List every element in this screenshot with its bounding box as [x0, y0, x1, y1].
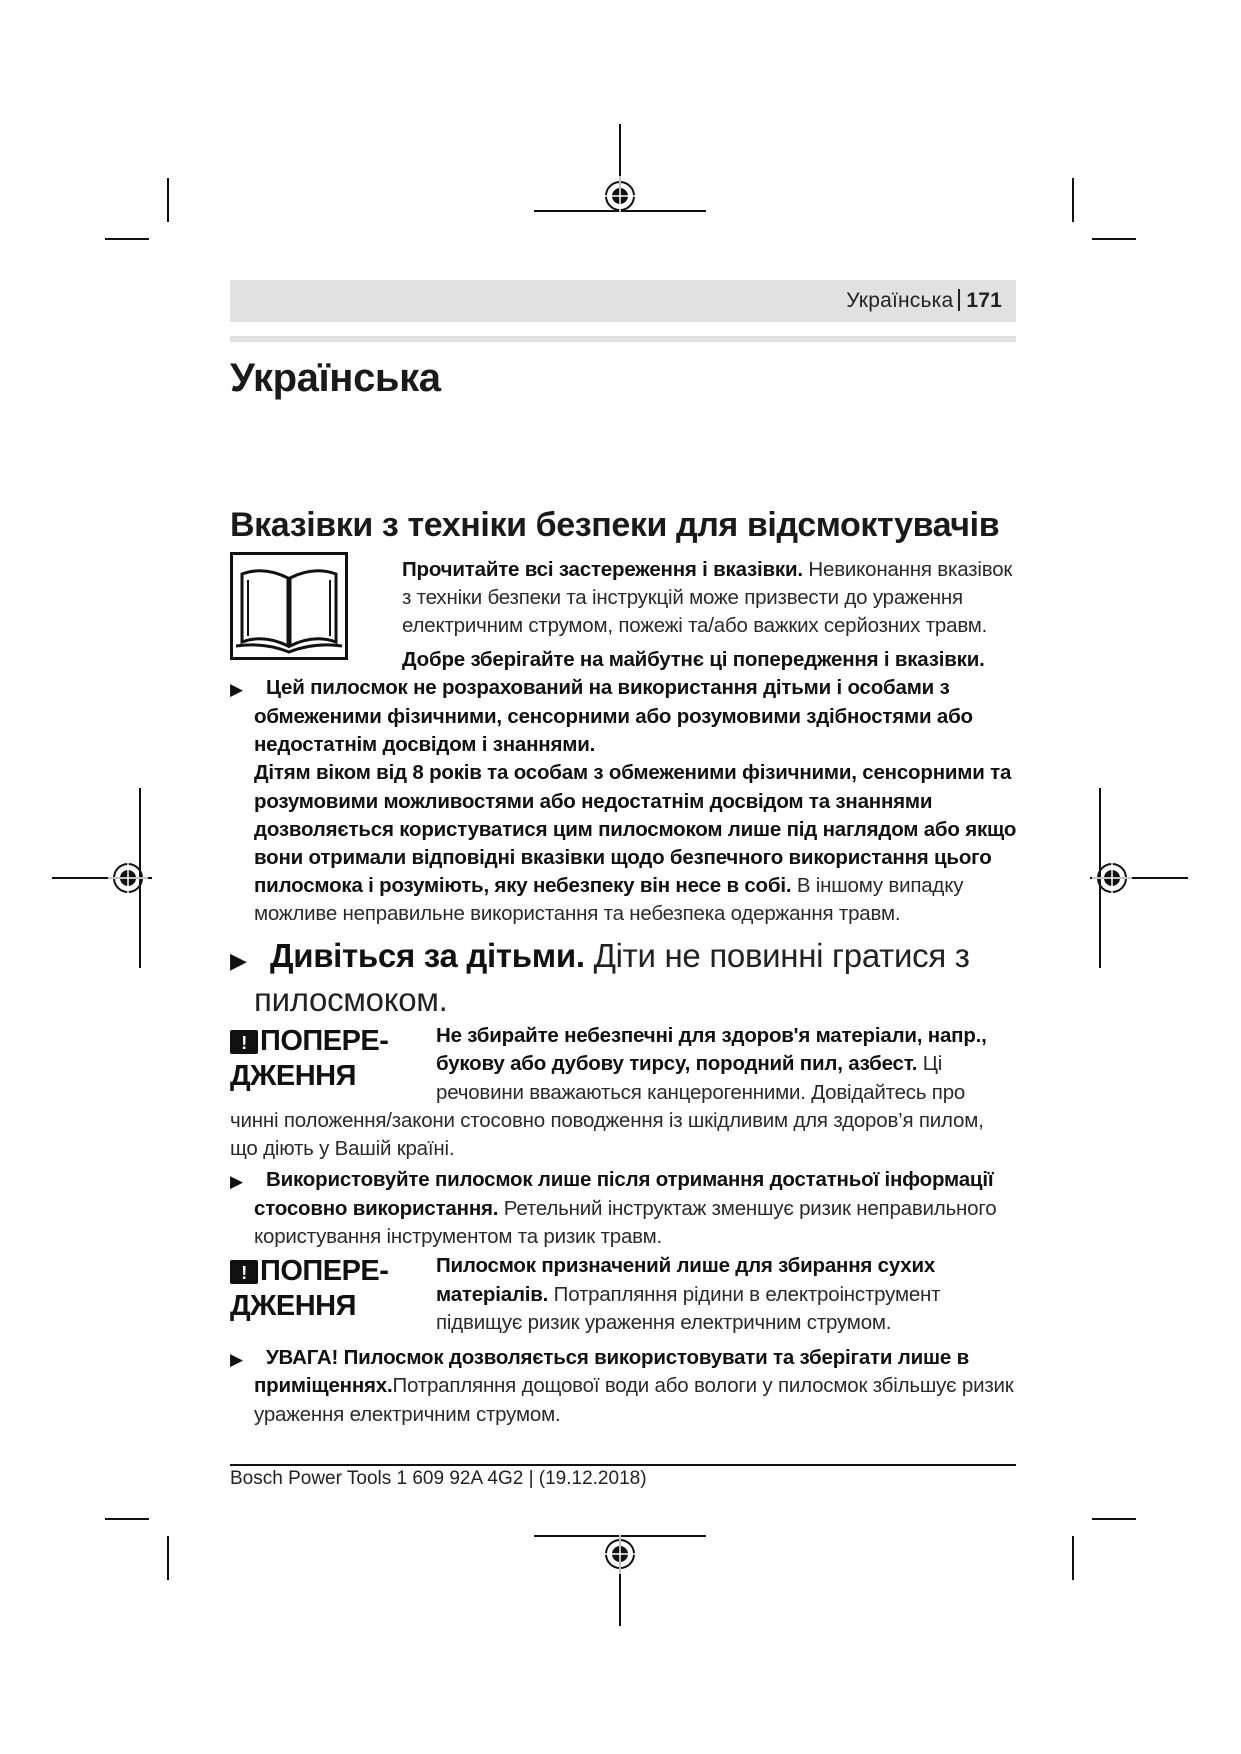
bullet3-line-2	[254, 1195, 996, 1223]
warning2-line-1	[436, 1252, 935, 1280]
page-title: Українська	[230, 356, 441, 400]
warning1-text-2: Ці	[922, 1052, 943, 1075]
bullet4-line-1	[266, 1344, 969, 1372]
bullet-arrow-icon: ▶	[230, 1350, 244, 1369]
header-language: Українська	[846, 289, 954, 312]
intro-text-1: Невиконання вказівок	[808, 558, 1013, 581]
registration-mark-top	[530, 124, 710, 234]
warning-icon: !	[230, 1030, 258, 1054]
intro-bold: Прочитайте всі застереження і вказівки.	[402, 558, 803, 581]
warning1-line-1	[436, 1022, 987, 1050]
intro-keep: Добре зберігайте на майбутнє ці попередження і вказівки.	[402, 648, 985, 671]
bullet1-line-3	[254, 731, 595, 759]
bullet1-text-1: Цей пилосмок не розрахований на використання дітьми і особами з	[266, 676, 950, 699]
warning1-line-4: чинні положення/закони стосовно поводження із шкідливим для здоров’я пилом,	[230, 1109, 984, 1132]
bullet1-text-8-bold: пилосмока і розуміють, яку небезпеку він несе в собі.	[254, 874, 792, 897]
bullet3-line-1	[266, 1166, 993, 1194]
warning-label-line-1	[230, 1024, 388, 1059]
bullet-arrow-icon: ▶	[230, 948, 247, 973]
bullet1-line-9: можливе неправильне використання та небезпека одержання травм.	[254, 902, 901, 925]
footer-text: Bosch Power Tools 1 609 92A 4G2 | (19.12.2018)	[230, 1468, 647, 1489]
page-number: 171	[966, 289, 1002, 312]
header-text	[846, 289, 1002, 313]
bullet1-text-6: дозволяється користуватися цим пилосмоком лише під наглядом або якщо	[254, 818, 1017, 841]
warning-label	[230, 1024, 388, 1094]
bullet2-line-1	[270, 934, 970, 978]
bullet1-line-7	[254, 844, 992, 872]
warning1-line-3: речовини вважаються канцерогенними. Довідайтесь про	[436, 1081, 966, 1104]
bullet2-bold: Дивіться за дітьми.	[270, 937, 585, 974]
warning2-text-1: Пилосмок призначений лише для збирання сухих	[436, 1254, 936, 1277]
page-header	[230, 280, 1016, 322]
warning-icon: !	[230, 1260, 258, 1284]
warning-label-line-1	[230, 1254, 388, 1289]
header-separator	[958, 289, 960, 311]
bullet1-text-3: недостатнім досвідом і знаннями.	[254, 733, 596, 756]
warning2-line-2	[436, 1281, 940, 1309]
warning-label-line-2: ДЖЕННЯ	[230, 1060, 356, 1092]
section-title: Вказівки з техніки безпеки для відсмоктувачів	[230, 506, 1000, 544]
footer-rule	[230, 1464, 1016, 1466]
bullet4-text-2: Потрапляння дощової води або вологи у пилосмок збільшує ризик	[392, 1374, 1014, 1397]
bullet2-text-1: Діти не повинні гратися з	[593, 937, 970, 974]
bullet1-line-4	[254, 759, 1011, 787]
bullet1-line-2	[254, 703, 973, 731]
intro-line-2: з техніки безпеки та інструкцій може призвести до ураження	[402, 586, 963, 609]
bullet1-line-1	[266, 674, 950, 702]
intro-line-1	[402, 556, 1012, 584]
bullet2-line-2: пилосмоком.	[254, 981, 448, 1018]
warning1-text-1: Не збирайте небезпечні для здоров'я матеріали, напр.,	[436, 1024, 987, 1047]
bullet1-text-7: вони отримали відповідні вказівки щодо безпечного використання цього	[254, 846, 992, 869]
bullet3-text-1: Використовуйте пилосмок лише після отримання достатньої інформації	[266, 1168, 994, 1191]
bullet1-line-6	[254, 816, 1016, 844]
bullet1-text-4: Дітям віком від 8 років та особам з обмеженими фізичними, сенсорними та	[254, 761, 1012, 784]
warning-label-line-2: ДЖЕННЯ	[230, 1290, 356, 1322]
bullet1-line-5	[254, 788, 932, 816]
warning1-line-2	[436, 1050, 942, 1078]
registration-mark-right	[1080, 788, 1190, 968]
bullet1-text-2: обмеженими фізичними, сенсорними або розумовими здібностями або	[254, 705, 973, 728]
bullet3-text-2-bold: стосовно використання.	[254, 1197, 499, 1220]
bullet4-line-3: ураження електричним струмом.	[254, 1403, 561, 1426]
intro-line-3: електричним струмом, пожежі та/або важких серйозних травм.	[402, 614, 988, 637]
bullet3-line-3: користування інструментом та ризик травм.	[254, 1225, 663, 1248]
warning1-text-2-bold: букову або дубову тирсу, породний пил, азбест.	[436, 1052, 918, 1075]
warning-label	[230, 1254, 388, 1324]
bullet3-text-2: Ретельний інструктаж зменшує ризик неправильного	[503, 1197, 997, 1220]
intro-keep-line	[402, 646, 985, 674]
warning1-line-5: що діють у Вашій країні.	[230, 1137, 455, 1160]
bullet4-text-2-bold: приміщеннях.	[254, 1374, 393, 1397]
read-manual-icon	[230, 552, 348, 660]
warning-label-text-1: ПОПЕРЕ-	[260, 1025, 389, 1057]
bullet1-line-8	[254, 872, 963, 900]
warning-label-text-1: ПОПЕРЕ-	[260, 1255, 389, 1287]
header-rule	[230, 336, 1016, 342]
bullet-arrow-icon: ▶	[230, 680, 244, 699]
registration-mark-bottom	[530, 1530, 710, 1630]
warning2-text-2-bold: матеріалів.	[436, 1283, 549, 1306]
registration-mark-left	[52, 788, 162, 968]
bullet4-text-1: УВАГА! Пилосмок дозволяється використовувати та зберігати лише в	[266, 1346, 969, 1369]
warning2-line-3: підвищує ризик ураження електричним струмом.	[436, 1311, 892, 1334]
warning2-text-2: Потрапляння рідини в електроінструмент	[553, 1283, 941, 1306]
bullet-arrow-icon: ▶	[230, 1172, 244, 1191]
bullet1-text-5: розумовими можливостями або недостатнім досвідом та знаннями	[254, 790, 933, 813]
bullet4-line-2	[254, 1372, 1014, 1400]
bullet1-text-8: В іншому випадку	[796, 874, 964, 897]
